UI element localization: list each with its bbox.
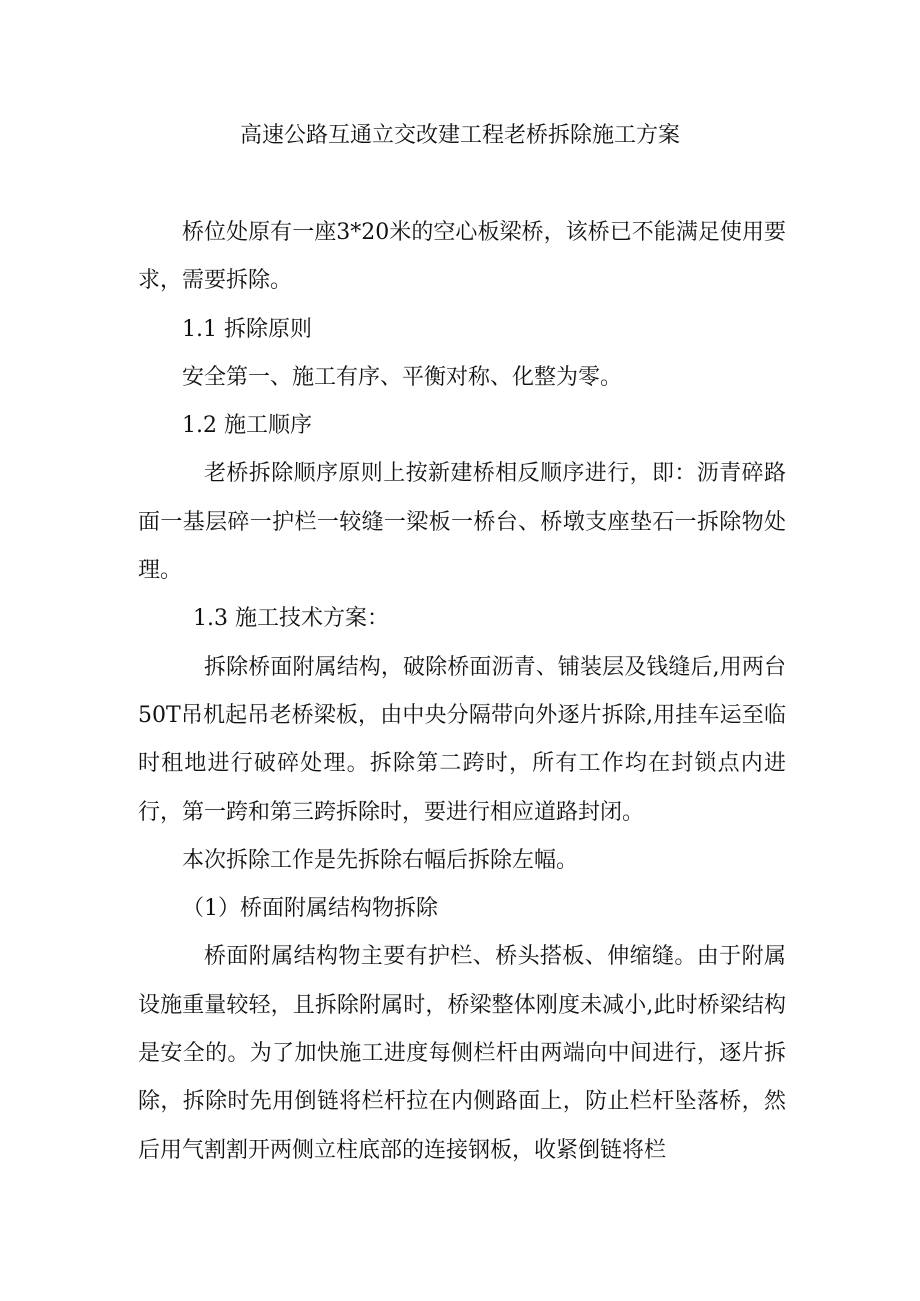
paragraph-sequence: 老桥拆除顺序原则上按新建桥相反顺序进行，即：沥青碎路面一基层碎一护栏一较缝一梁板一桥台、桥墩支座垫石一拆除物处理。: [138, 461, 786, 584]
paragraph-deck-attachments: 桥面附属结构物主要有护栏、桥头搭板、伸缩缝。由于附属设施重量较轻，且拆除附属时，桥梁整体刚度未减小,此时桥梁结构是安全的。为了加快施工进度每侧栏杆由两端向中间进行，逐片拆除，拆除时先用倒链将栏杆拉在内侧路面上，防止栏杆坠落桥，然后用气割割开两侧立柱底部的连接钢板，收紧倒链将栏: [138, 944, 786, 1163]
paragraph-order: 本次拆除工作是先拆除右幅后拆除左幅。: [182, 847, 579, 873]
heading-subsection-1: （1）桥面附属结构物拆除: [182, 896, 438, 922]
paragraph-technical-plan: 拆除桥面附属结构，破除桥面沥青、铺装层及钱缝后,用两台50T吊机起吊老桥梁板，由中央分隔带向外逐片拆除,用挂车运至临时租地进行破碎处理。拆除第二跨时，所有工作均在封锁点内进行，第一跨和第三跨拆除时，要进行相应道路封闭。: [138, 654, 786, 825]
paragraph-principles: 安全第一、施工有序、平衡对称、化整为零。: [182, 364, 623, 390]
paragraph-intro: 桥位处原有一座3*20米的空心板梁桥，该桥已不能满足使用要求，需要拆除。: [138, 220, 786, 294]
heading-1-3: 1.3 施工技术方案：: [193, 606, 389, 632]
heading-1-2: 1.2 施工顺序: [182, 413, 312, 439]
document-body: [138, 209, 786, 1175]
heading-1-1: 1.1 拆除原则: [182, 316, 312, 342]
document-title: 高速公路互通立交改建工程老桥拆除施工方案: [239, 123, 680, 148]
